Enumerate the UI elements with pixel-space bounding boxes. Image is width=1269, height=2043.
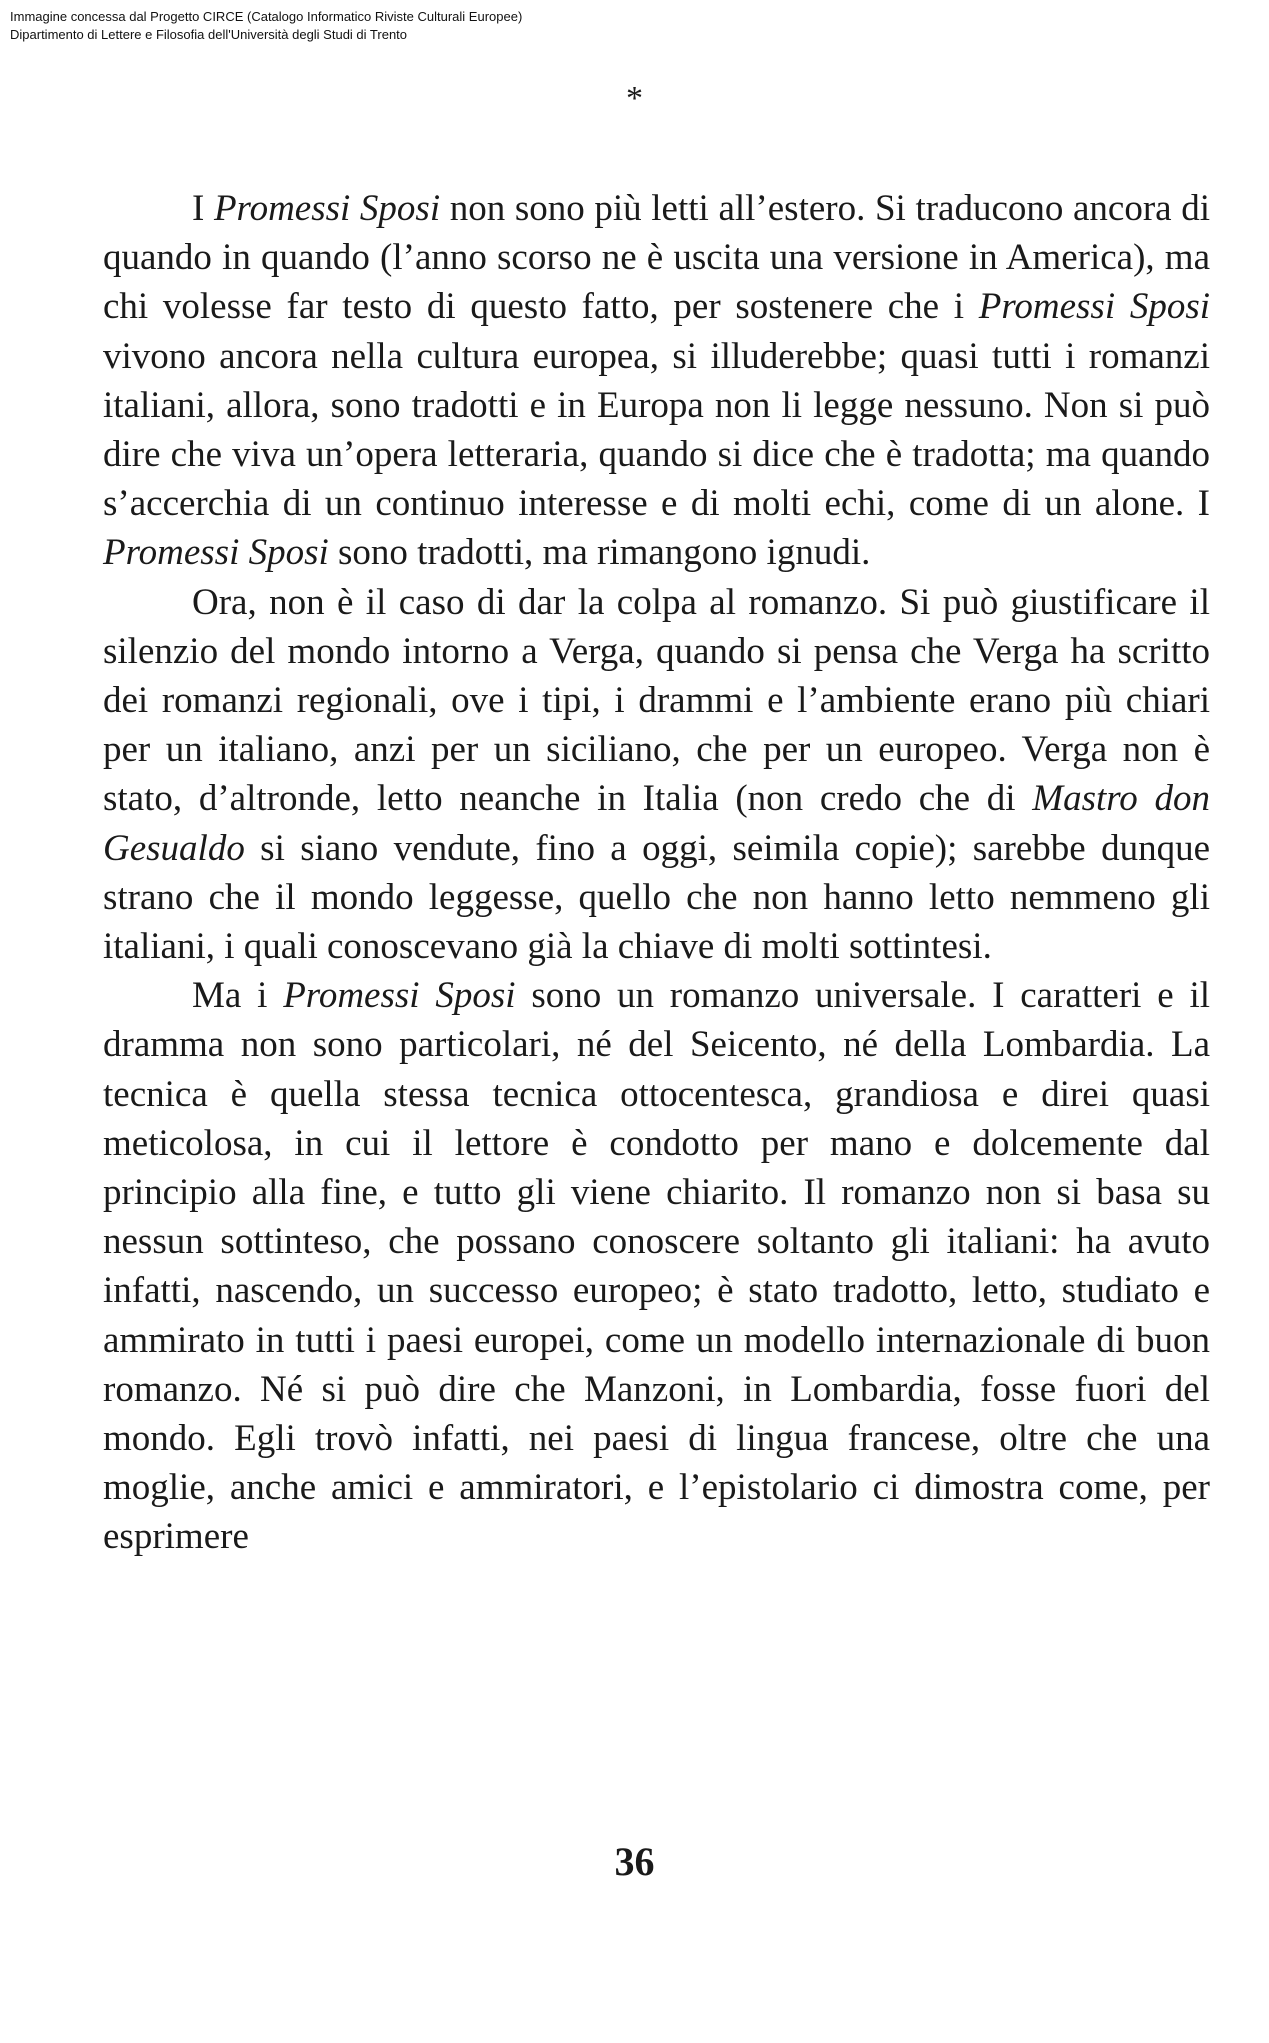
section-separator: *: [626, 80, 643, 117]
italic-title-run: Promessi Sposi: [978, 286, 1210, 328]
paragraph-1: [103, 184, 1210, 578]
text-run: vivono ancora nella cultura europea, si illuderebbe; quasi tutti i romanzi italiani, allora, sono tradotti e in Europa non li legge nessuno. Non si può dire che viva un’opera letteraria, quando si dice che è tradotta; ma quando s’accerchia di un continuo interesse e di molti echi, come di un alone. I: [103, 335, 1210, 525]
text-run: Ma i: [192, 975, 284, 1017]
text-run: sono tradotti, ma rimangono ignudi.: [328, 532, 871, 574]
page-number: 36: [614, 1839, 655, 1884]
archive-header-line-1: Immagine concessa dal Progetto CIRCE (Catalogo Informatico Riviste Culturali Europee): [10, 9, 523, 24]
text-run: I: [192, 188, 214, 229]
paragraph-3: [103, 971, 1210, 1561]
archive-header-line-2: Dipartimento di Lettere e Filosofia dell'Università degli Studi di Trento: [10, 27, 408, 42]
italic-title-run: Promessi Sposi: [103, 532, 329, 574]
body-text: [103, 184, 1210, 1562]
text-run: si siano vendute, fino a oggi, seimila copie); sarebbe dunque strano che il mondo leggesse, quello che non hanno letto nemmeno gli italiani, i quali conoscevano già la chiave di molti sottintesi.: [103, 827, 1210, 968]
text-run: sono un romanzo universale. I caratteri e il dramma non sono particolari, né del Seicento, né della Lombardia. La tecnica è quella stessa tecnica ottocentesca, grandiosa e direi quasi meticolosa, in cui il lettore è condotto per mano e dolcemente dal principio alla fine, e tutto gli viene chiarito. Il romanzo non si basa su nessun sottinteso, che possano conoscere soltanto gli italiani: ha avuto infatti, nascendo, un successo europeo; è stato tradotto, letto, studiato e ammirato in tutti i paesi europei, come un modello internazionale di buon romanzo. Né si può dire che Manzoni, in Lombardia, fosse fuori del mondo. Egli trovò infatti, nei paesi di lingua francese, oltre che una moglie, anche amici e ammiratori, e l’epistolario ci dimostra come, per esprimere: [103, 975, 1210, 1558]
text-run: Ora, non è il caso di dar la colpa al romanzo. Si può giustificare il silenzio del mondo intorno a Verga, quando si pensa che Verga ha scritto dei romanzi regionali, ove i tipi, i drammi e l’ambiente erano più chiari per un italiano, anzi per un siciliano, che per un europeo. Verga non è stato, d’altronde, letto neanche in Italia (non credo che di: [103, 581, 1210, 820]
paragraph-2: [103, 578, 1210, 972]
text-run: non sono più letti all’estero. Si traducono ancora di quando in quando (l’anno scorso ne è uscita una versione in America), ma chi volesse far testo di questo fatto, per sostenere che i: [103, 188, 1210, 328]
italic-title-run: Mastro don Gesualdo: [103, 778, 1210, 869]
archive-header: [10, 8, 522, 44]
italic-title-run: Promessi Sposi: [213, 188, 441, 229]
italic-title-run: Promessi Sposi: [283, 975, 516, 1017]
